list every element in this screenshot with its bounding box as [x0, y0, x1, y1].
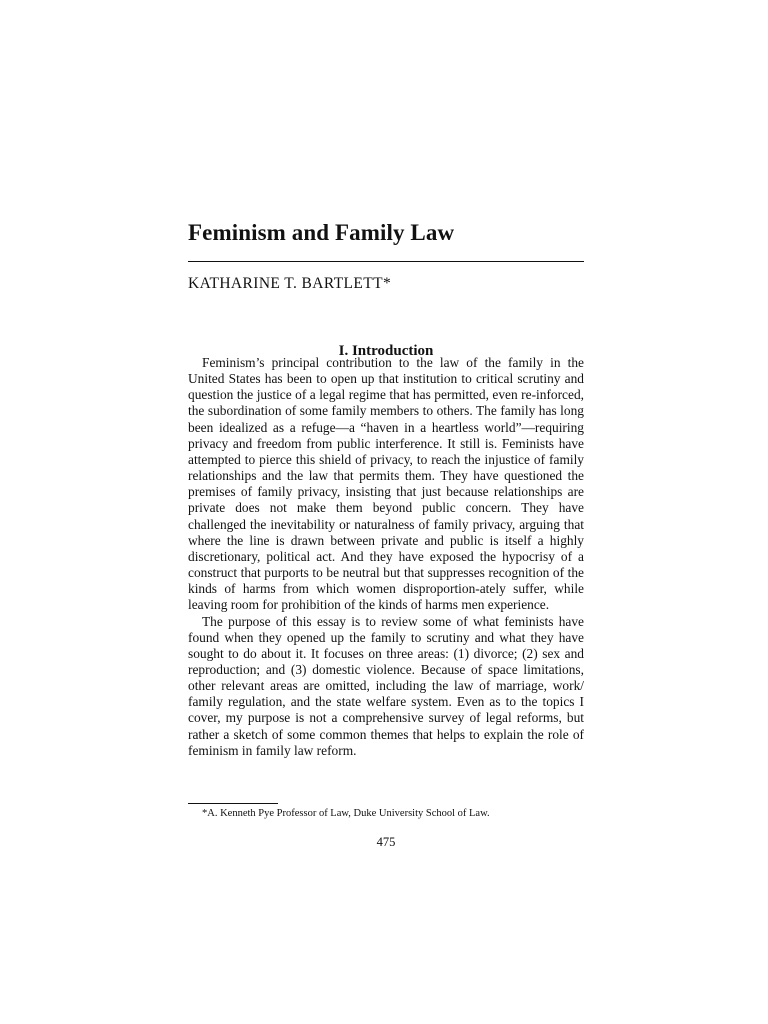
body-paragraph: Feminism’s principal contribution to the law of the family in the United States has been to open up that institution to critical scrutiny and question the justice of a legal regime that has permitted, even re-inforced, the subordination of some family members to others. The family has long been idealized as a refuge—a “haven in a heartless world”—requiring privacy and freedom from public interference. It still is. Feminists have attempted to pierce this shield of privacy, to reach the injustice of family relationships and the law that permits them. They have questioned the premises of family privacy, insisting that just because relationships are private does not make them beyond public concern. They have challenged the inevitability or naturalness of family privacy, arguing that where the line is drawn between private and public is itself a highly discretionary, political act. And they have exposed the hypocrisy of a construct that purports to be neutral but that suppresses recognition of the kinds of harms from which women disproportion-ately suffer, while leaving room for prohibition of the kinds of harms men experience.	[188, 355, 584, 613]
body-paragraph: The purpose of this essay is to review some of what feminists have found when they opened up the family to scrutiny and what they have sought to do about it. It focuses on three areas: (1) divorce; (2) sex and reproduction; and (3) domestic violence. Because of space limitations, other relevant areas are omitted, including the law of marriage, work/ family regulation, and the state welfare system. Even as to the topics I cover, my purpose is not a comprehensive survey of legal reforms, but rather a sketch of some common themes that helps to explain the role of feminism in family law reform.	[188, 613, 584, 758]
article-title: Feminism and Family Law	[188, 220, 455, 245]
author-name: KATHARINE T. BARTLETT*	[188, 275, 392, 292]
body-text	[188, 355, 584, 759]
title-underline-rule	[188, 261, 584, 262]
footnote: *A. Kenneth Pye Professor of Law, Duke University School of Law.	[202, 808, 490, 819]
page-number: 475	[376, 835, 396, 849]
footnote-separator	[188, 803, 278, 804]
section-heading: I. Introduction	[338, 343, 434, 360]
